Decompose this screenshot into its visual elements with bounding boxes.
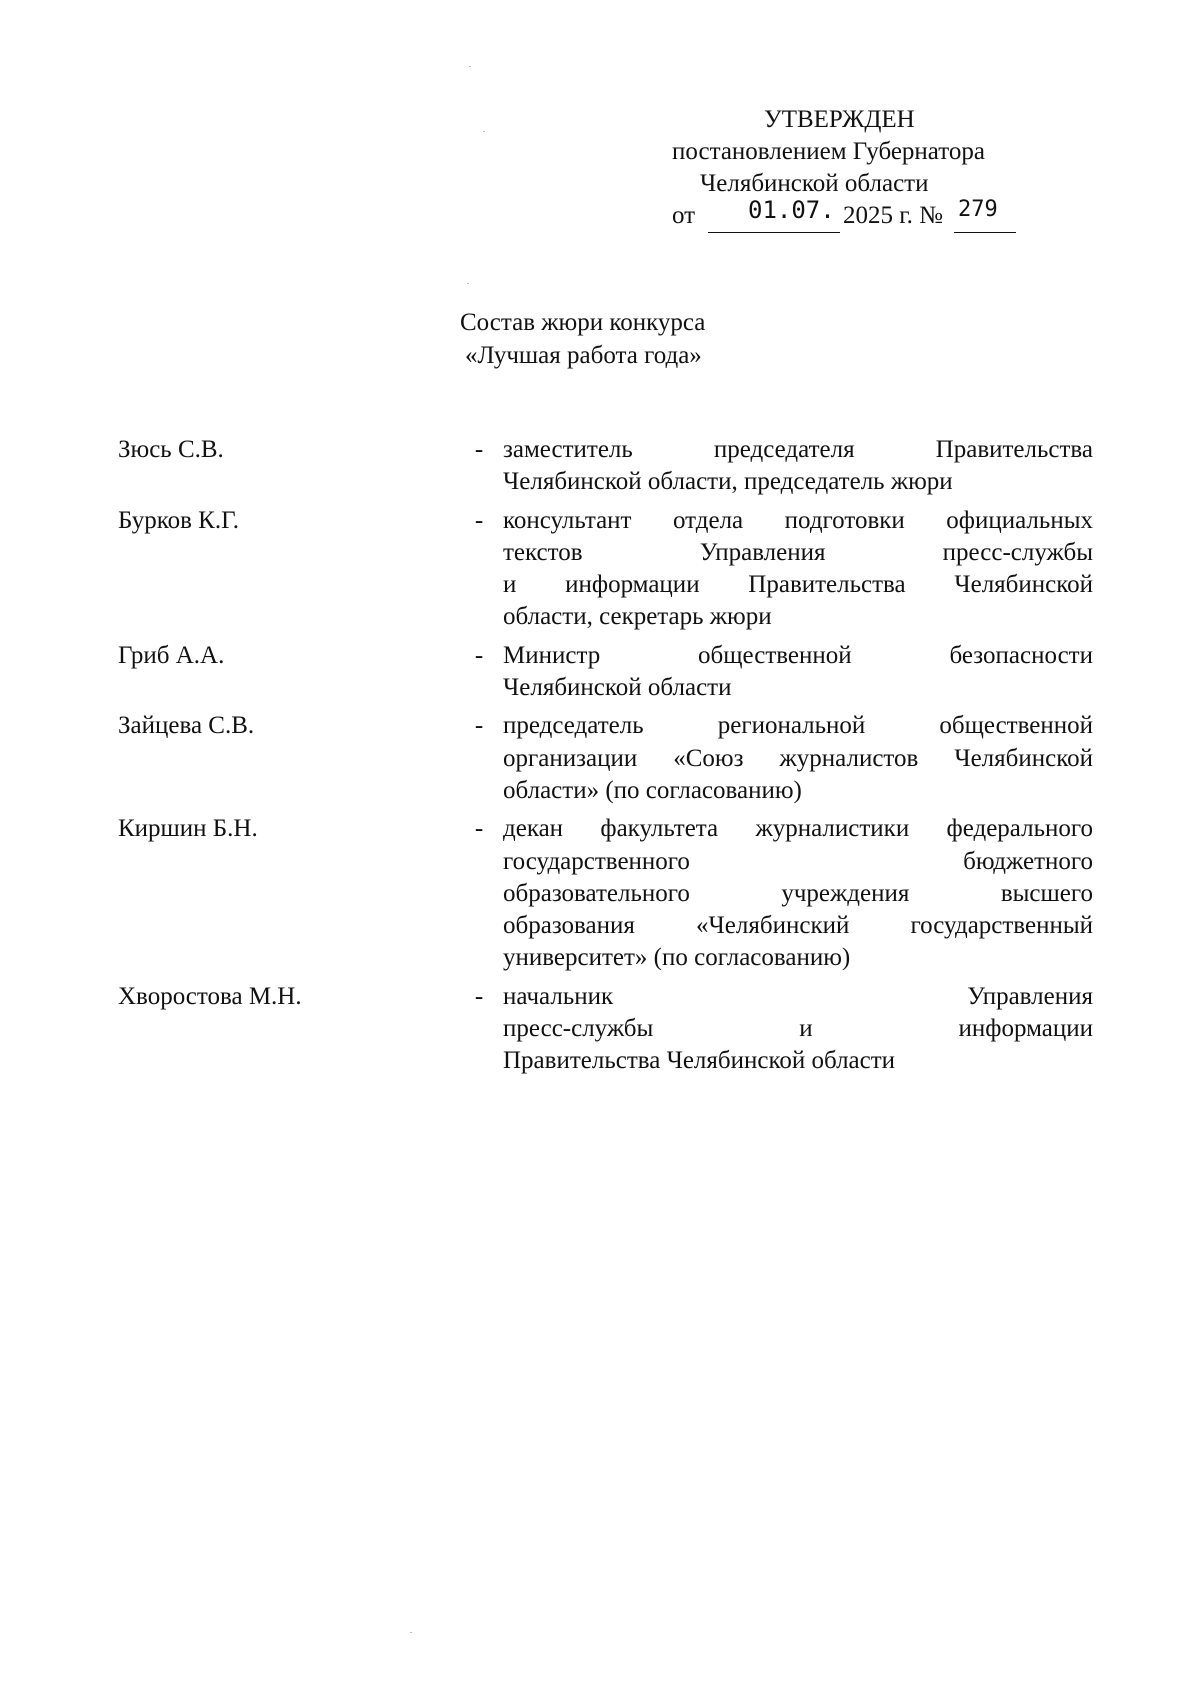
- approval-date: 01.07.: [748, 196, 835, 224]
- member-row: [118, 640, 1093, 705]
- member-role-line: Челябинской области, председатель жюри: [503, 468, 953, 496]
- member-role-line: организации «Союз журналистов Челябинской: [503, 744, 1093, 772]
- member-role-line: декан факультета журналистики федерального: [503, 815, 1093, 843]
- member-role-line: Челябинской области: [503, 674, 732, 702]
- member-role-line: Правительства Челябинской области: [503, 1047, 896, 1075]
- member-dash: -: [474, 506, 484, 534]
- member-role-line: и информации Правительства Челябинской: [503, 571, 1093, 599]
- scan-speck: [467, 283, 469, 284]
- jury-members-list: [118, 434, 1093, 1078]
- approval-stamp: [660, 104, 1060, 232]
- member-role-line: консультант отдела подготовки официальных: [503, 506, 1093, 534]
- member-role-line: области» (по согласованию): [503, 776, 802, 804]
- document-heading: [460, 306, 705, 372]
- member-dash: -: [474, 712, 484, 740]
- member-dash: -: [474, 641, 484, 669]
- approval-region-line: Челябинской области: [700, 170, 929, 197]
- member-name: Хворостова М.Н.: [118, 982, 302, 1010]
- approval-title: УТВЕРЖДЕН: [764, 106, 915, 133]
- approval-date-line: [660, 196, 1060, 232]
- member-role-line: Министр общественной безопасности: [503, 641, 1093, 669]
- member-role: [503, 710, 1093, 807]
- member-row: [118, 505, 1093, 634]
- member-row: [118, 710, 1093, 807]
- member-row: [118, 981, 1093, 1078]
- approval-year: 2025 г. №: [843, 202, 944, 229]
- member-role: [503, 640, 1093, 705]
- member-dash: -: [474, 436, 484, 463]
- member-role-line: области, секретарь жюри: [503, 603, 772, 631]
- approval-prefix: от: [672, 202, 696, 229]
- scan-speck: [483, 131, 485, 132]
- member-dash: -: [474, 982, 484, 1010]
- member-role-line: университет» (по согласованию): [503, 944, 851, 972]
- member-row: [118, 813, 1093, 974]
- member-row: [118, 434, 1093, 499]
- member-role-line: образования «Челябинский государственный: [503, 912, 1093, 940]
- member-role-line: государственного бюджетного: [503, 847, 1093, 875]
- scan-speck: [469, 66, 471, 67]
- scan-speck: [410, 1632, 412, 1633]
- approval-number: 279: [958, 197, 998, 222]
- member-name: Зюсь С.В.: [118, 436, 224, 463]
- member-role-line: образовательного учреждения высшего: [503, 879, 1093, 907]
- heading-line-2: «Лучшая работа года»: [465, 342, 702, 369]
- member-role: [503, 813, 1093, 974]
- member-name: Бурков К.Г.: [118, 506, 239, 534]
- heading-line-1: Состав жюри конкурса: [460, 309, 706, 336]
- member-role-line: заместитель председателя Правительства: [503, 436, 1093, 463]
- member-dash: -: [474, 815, 484, 843]
- member-name: Киршин Б.Н.: [118, 815, 258, 843]
- member-name: Гриб А.А.: [118, 641, 225, 669]
- member-role-line: текстов Управления пресс-службы: [503, 538, 1093, 566]
- member-name: Зайцева С.В.: [118, 712, 255, 740]
- member-role-line: председатель региональной общественной: [503, 712, 1093, 740]
- member-role: [503, 981, 1093, 1078]
- member-role-line: начальник Управления: [503, 982, 1093, 1010]
- approval-decree-line: постановлением Губернатора: [672, 138, 985, 165]
- member-role-line: пресс-службы и информации: [503, 1015, 1093, 1043]
- member-role: [503, 505, 1093, 634]
- member-role: [503, 434, 1093, 499]
